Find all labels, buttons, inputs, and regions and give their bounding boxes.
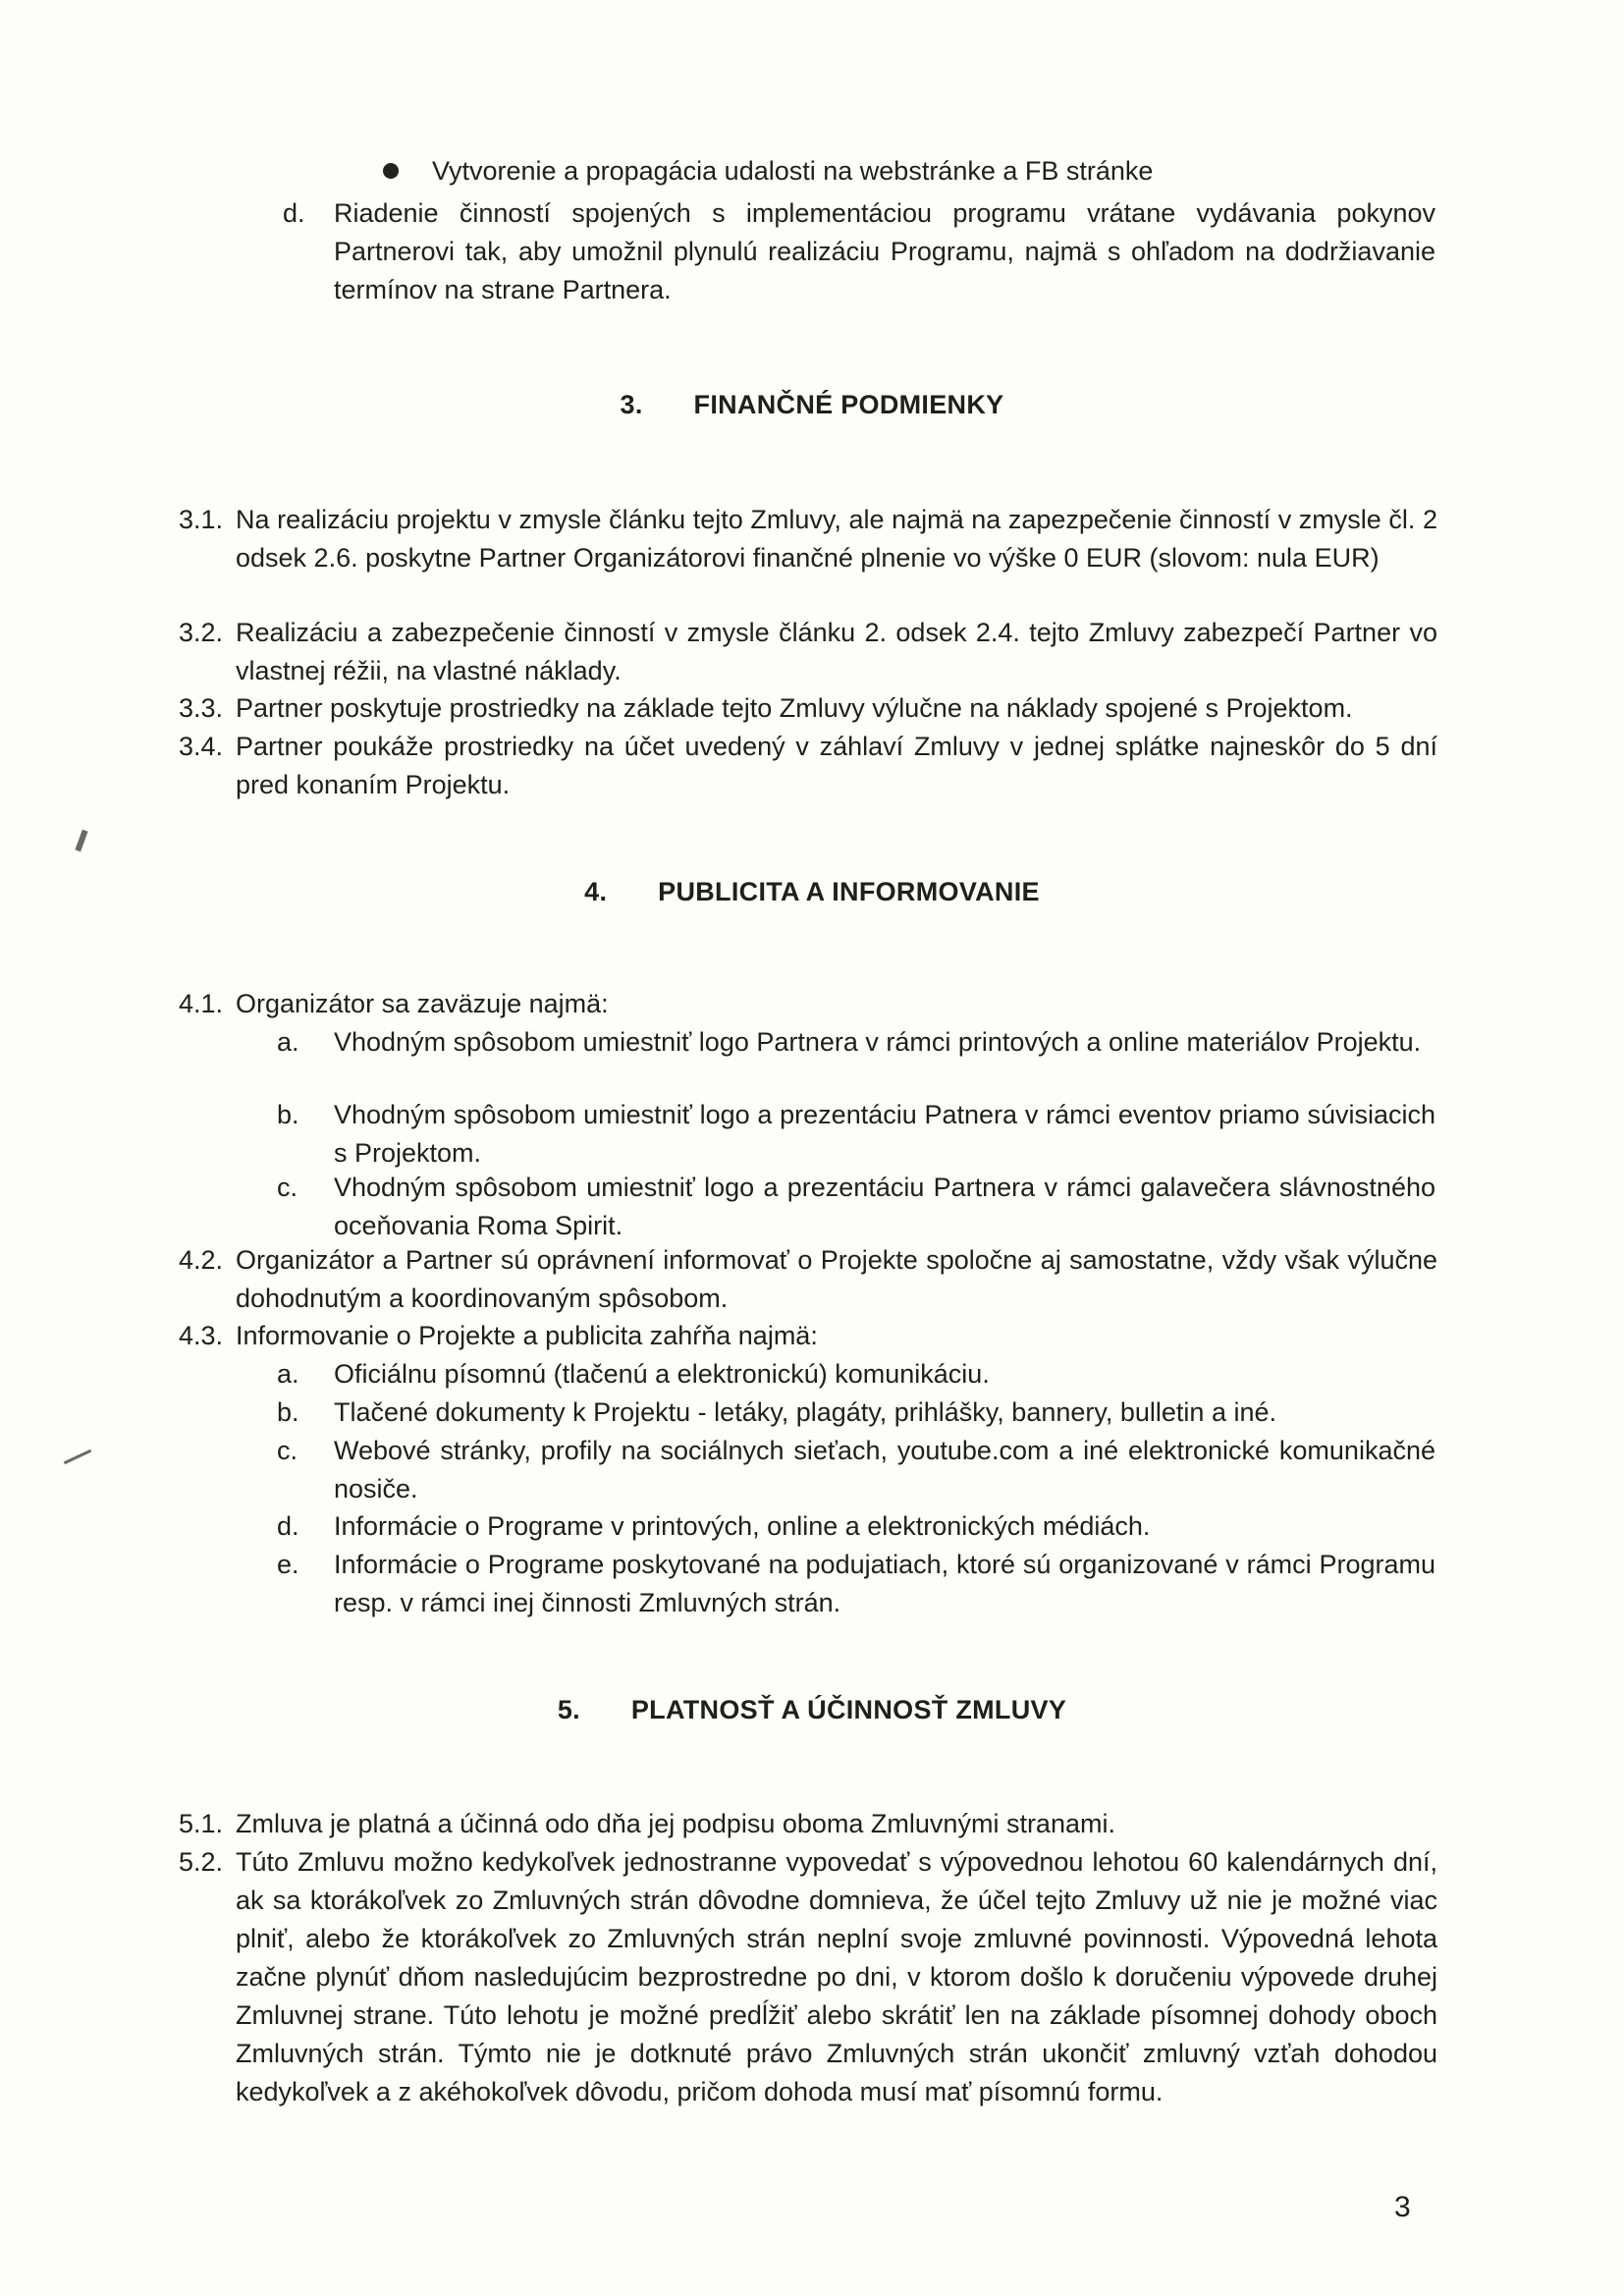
section-5-heading	[0, 1691, 1624, 1729]
section-title: PLATNOSŤ A ÚČINNOSŤ ZMLUVY	[630, 1695, 1067, 1724]
clause-number: 3.1.	[179, 505, 224, 534]
clause-3-4	[179, 728, 1437, 804]
list-label: d.	[283, 198, 305, 228]
clause-text: Informovanie o Projekte a publicita zahŕňa najmä:	[236, 1321, 818, 1350]
clause-4-3-d	[277, 1507, 1435, 1546]
list-item-text: Vhodným spôsobom umiestniť logo Partnera v rámci printových a online materiálov Projektu.	[334, 1027, 1422, 1057]
clause-number: 3.4.	[179, 732, 224, 761]
list-label: c.	[277, 1173, 298, 1202]
list-item-text: Informácie o Programe v printových, online a elektronických médiách.	[334, 1511, 1151, 1541]
clause-number: 4.3.	[179, 1321, 224, 1350]
list-item-text: Webové stránky, profily na sociálnych sieťach, youtube.com a iné elektronické komunikačné nosiče.	[334, 1436, 1435, 1503]
clause-3-1	[179, 501, 1437, 577]
clause-4-3-a	[277, 1355, 1435, 1394]
list-label: e.	[277, 1550, 299, 1579]
section-4-heading	[0, 873, 1624, 911]
intro-item-d-text: Riadenie činností spojených s implementáciou programu vrátane vydávania pokynov Partnerovi tak, aby umožnil plynulú realizáciu Programu, najmä s ohľadom na dodržiavanie termínov na strane Partnera.	[334, 198, 1435, 304]
clause-number: 3.3.	[179, 693, 224, 723]
clause-4-3	[179, 1317, 1437, 1355]
list-label: d.	[277, 1511, 299, 1541]
clause-number: 5.2.	[179, 1847, 224, 1877]
scan-artifact-mark	[64, 1449, 91, 1464]
list-item-text: Oficiálnu písomnú (tlačenú a elektronickú) komunikáciu.	[334, 1359, 990, 1389]
clause-3-3	[179, 689, 1437, 728]
clause-number: 3.2.	[179, 618, 224, 647]
clause-text: Partner poskytuje prostriedky na základe tejto Zmluvy výlučne na náklady spojené s Projektom.	[236, 693, 1353, 723]
clause-number: 4.2.	[179, 1245, 224, 1275]
bullet-dot	[383, 163, 399, 179]
section-number: 4.	[584, 877, 608, 906]
clause-4-3-e	[277, 1546, 1435, 1622]
section-title: FINANČNÉ PODMIENKY	[693, 390, 1004, 419]
list-label: a.	[277, 1027, 299, 1057]
clause-4-1-b	[277, 1096, 1435, 1173]
page-number: 3	[1394, 2191, 1411, 2223]
list-item-text: Vhodným spôsobom umiestniť logo a prezentáciu Patnera v rámci eventov priamo súvisiacich s Projektom.	[334, 1100, 1435, 1168]
clause-text: Organizátor sa zaväzuje najmä:	[236, 989, 609, 1018]
clause-text: Túto Zmluvu možno kedykoľvek jednostranne vypovedať s výpovednou lehotou 60 kalendárnych dní, ak sa ktorákoľvek zo Zmluvných strán dôvodne domnieva, že účel tejto Zmluvy už nie je možné viac plniť, alebo že ktorákoľvek zo Zmluvných strán neplní svoje zmluvné povinnosti. Výpovedná lehota začne plynúť dňom nasledujúcim bezprostredne po dni, v ktorom došlo k doručeniu výpovede druhej Zmluvnej strane. Túto lehotu je možné predĺžiť alebo skrátiť len na základe písomnej dohody oboch Zmluvných strán. Týmto nie je dotknuté právo Zmluvných strán ukončiť zmluvný vzťah dohodou kedykoľvek a z akéhokoľvek dôvodu, pričom dohoda musí mať písomnú formu.	[236, 1847, 1437, 2106]
clause-text: Zmluva je platná a účinná odo dňa jej podpisu oboma Zmluvnými stranami.	[236, 1809, 1115, 1838]
clause-4-2	[179, 1241, 1437, 1318]
section-3-heading	[0, 386, 1624, 424]
list-item-text: Vhodným spôsobom umiestniť logo a prezentáciu Partnera v rámci galavečera slávnostného oceňovania Roma Spirit.	[334, 1173, 1435, 1240]
section-number: 5.	[557, 1695, 580, 1724]
list-item-text: Tlačené dokumenty k Projektu - letáky, plagáty, prihlášky, bannery, bulletin a iné.	[334, 1397, 1276, 1427]
clause-4-3-c	[277, 1432, 1435, 1508]
clause-text: Na realizáciu projektu v zmysle článku tejto Zmluvy, ale najmä na zapezpečenie činností v zmysle čl. 2 odsek 2.6. poskytne Partner Organizátorovi finančné plnenie vo výške 0 EUR (slovom: nula EUR)	[236, 505, 1437, 573]
list-label: c.	[277, 1436, 298, 1465]
clause-3-2	[179, 614, 1437, 690]
clause-text: Organizátor a Partner sú oprávnení informovať o Projekte spoločne aj samostatne, vždy však výlučne dohodnutým a koordinovaným spôsobom.	[236, 1245, 1437, 1313]
section-number: 3.	[620, 390, 643, 419]
clause-4-1-a	[277, 1023, 1435, 1062]
scan-artifact-mark	[75, 830, 87, 852]
clause-5-1	[179, 1805, 1437, 1843]
clause-number: 5.1.	[179, 1809, 224, 1838]
clause-4-3-b	[277, 1394, 1435, 1432]
intro-bullet-text: Vytvorenie a propagácia udalosti na webstránke a FB stránke	[432, 156, 1154, 186]
clause-4-1-c	[277, 1169, 1435, 1245]
clause-5-2	[179, 1843, 1437, 2111]
list-item-text: Informácie o Programe poskytované na podujatiach, ktoré sú organizované v rámci Programu resp. v rámci inej činnosti Zmluvných strán.	[334, 1550, 1435, 1617]
section-title: PUBLICITA A INFORMOVANIE	[658, 877, 1040, 906]
list-label: b.	[277, 1397, 299, 1427]
list-label: a.	[277, 1359, 299, 1389]
clause-text: Partner poukáže prostriedky na účet uvedený v záhlaví Zmluvy v jednej splátke najneskôr do 5 dní pred konaním Projektu.	[236, 732, 1437, 799]
list-label: b.	[277, 1100, 299, 1129]
clause-number: 4.1.	[179, 989, 224, 1018]
clause-text: Realizáciu a zabezpečenie činností v zmysle článku 2. odsek 2.4. tejto Zmluvy zabezpečí Partner vo vlastnej réžii, na vlastné náklady.	[236, 618, 1437, 685]
clause-4-1	[179, 985, 1437, 1023]
